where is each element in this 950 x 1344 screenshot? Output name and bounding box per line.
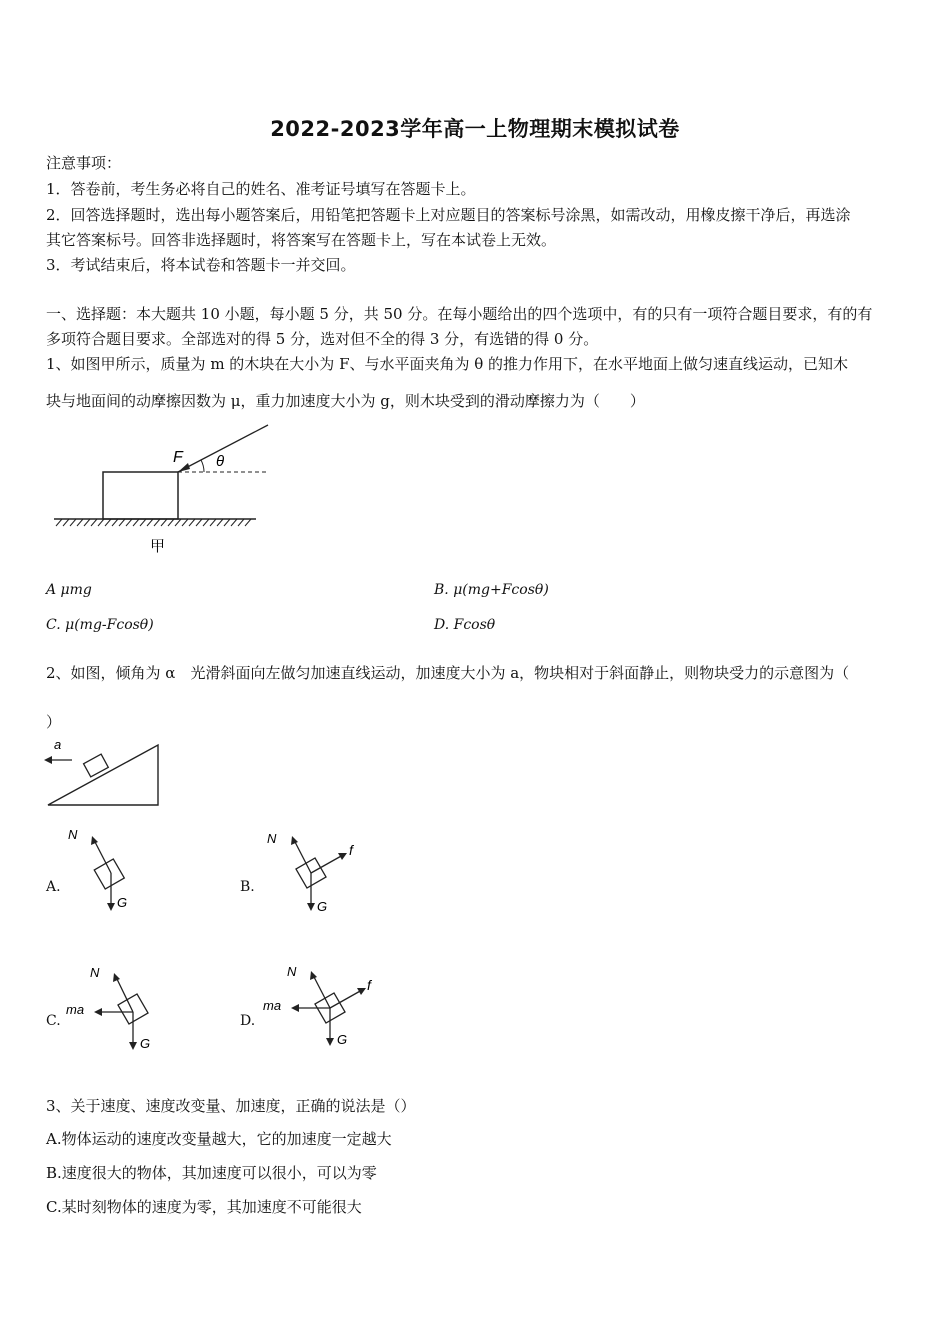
notice-item-2: 2．回答选择题时，选出每小题答案后，用铅笔把答题卡上对应题目的答案标号涂黑，如需改动，用橡皮擦干净后，再选涂 xyxy=(46,206,851,224)
angle-label: θ xyxy=(216,453,225,470)
section-instruction-2: 多项符合题目要求。全部选对的得 5 分，选对但不全的得 3 分，有选错的得 0 分。 xyxy=(46,330,599,348)
svg-text:N: N xyxy=(68,827,78,842)
svg-text:G: G xyxy=(317,899,328,914)
svg-text:f: f xyxy=(367,977,371,993)
q2-option-c-label[interactable]: C. xyxy=(46,1013,61,1029)
svg-text:N: N xyxy=(90,965,100,980)
force-label: F xyxy=(173,449,183,466)
section-instruction-1: 一、选择题：本大题共 10 小题，每小题 5 分，共 50 分。在每小题给出的四个选项中，有的只有一项符合题目要求，有的有 xyxy=(46,305,873,323)
q1-stem-line1: 1、如图甲所示，质量为 m 的木块在大小为 F、与水平面夹角为 θ 的推力作用下，在水平地面上做匀速直线运动，已知木 xyxy=(46,355,849,373)
q3-option-c[interactable]: C.某时刻物体的速度为零，其加速度不可能很大 xyxy=(46,1198,362,1216)
q1-option-a[interactable]: A μmg xyxy=(46,582,92,598)
ground-hatch xyxy=(56,519,251,526)
q1-option-b[interactable]: B. μ(mg+Fcosθ) xyxy=(434,582,549,598)
svg-text:G: G xyxy=(117,895,128,910)
svg-text:f: f xyxy=(349,842,353,858)
q1-stem-line2: 块与地面间的动摩擦因数为 μ，重力加速度大小为 g，则木块受到的滑动摩擦力为（ ） xyxy=(46,392,645,410)
svg-text:N: N xyxy=(287,964,297,979)
q2-stem-line2: ） xyxy=(46,713,62,731)
svg-text:G: G xyxy=(140,1036,151,1051)
angle-arc xyxy=(201,460,204,472)
q1-option-d[interactable]: D. Fcosθ xyxy=(434,617,496,633)
q2-option-b-label[interactable]: B. xyxy=(240,879,255,895)
svg-text:N: N xyxy=(267,831,277,846)
q1-option-c[interactable]: C. μ(mg-Fcosθ) xyxy=(46,617,154,633)
q3-option-a[interactable]: A.物体运动的速度改变量越大，它的加速度一定越大 xyxy=(46,1130,392,1148)
q2-incline-figure xyxy=(40,735,170,810)
svg-text:ma: ma xyxy=(263,998,282,1013)
notice-heading: 注意事项： xyxy=(46,154,122,172)
acceleration-label: a xyxy=(54,737,62,752)
incline xyxy=(48,745,158,805)
svg-text:ma: ma xyxy=(66,1002,85,1017)
q2-option-a-label[interactable]: A. xyxy=(46,879,61,895)
q2-option-b-diagram[interactable] xyxy=(255,825,375,920)
svg-text:G: G xyxy=(337,1032,348,1047)
q2-option-c-diagram[interactable] xyxy=(60,960,170,1055)
notice-item-1: 1．答卷前，考生务必将自己的姓名、准考证号填写在答题卡上。 xyxy=(46,180,476,198)
figure-caption: 甲 xyxy=(150,538,166,555)
q2-option-d-diagram[interactable] xyxy=(255,960,385,1055)
acceleration-arrowhead xyxy=(44,756,52,764)
wooden-block xyxy=(103,472,178,519)
q3-option-b[interactable]: B.速度很大的物体，其加速度可以很小，可以为零 xyxy=(46,1164,377,1182)
q2-stem-line1: 2、如图，倾角为 α 光滑斜面向左做匀加速直线运动，加速度大小为 a，物块相对于斜面静止，则物块受力的示意图为（ xyxy=(46,664,850,682)
notice-item-3: 3．考试结束后，将本试卷和答题卡一并交回。 xyxy=(46,256,356,274)
q2-option-a-diagram[interactable] xyxy=(60,825,150,920)
q3-stem: 3、关于速度、速度改变量、加速度，正确的说法是（） xyxy=(46,1097,416,1115)
page-title: 2022-2023学年高一上物理期末模拟试卷 xyxy=(270,117,680,141)
notice-item-2-cont: 其它答案标号。回答非选择题时，将答案写在答题卡上，写在本试卷上无效。 xyxy=(46,231,557,249)
q2-option-d-label[interactable]: D. xyxy=(240,1013,256,1029)
q1-figure xyxy=(46,420,286,560)
